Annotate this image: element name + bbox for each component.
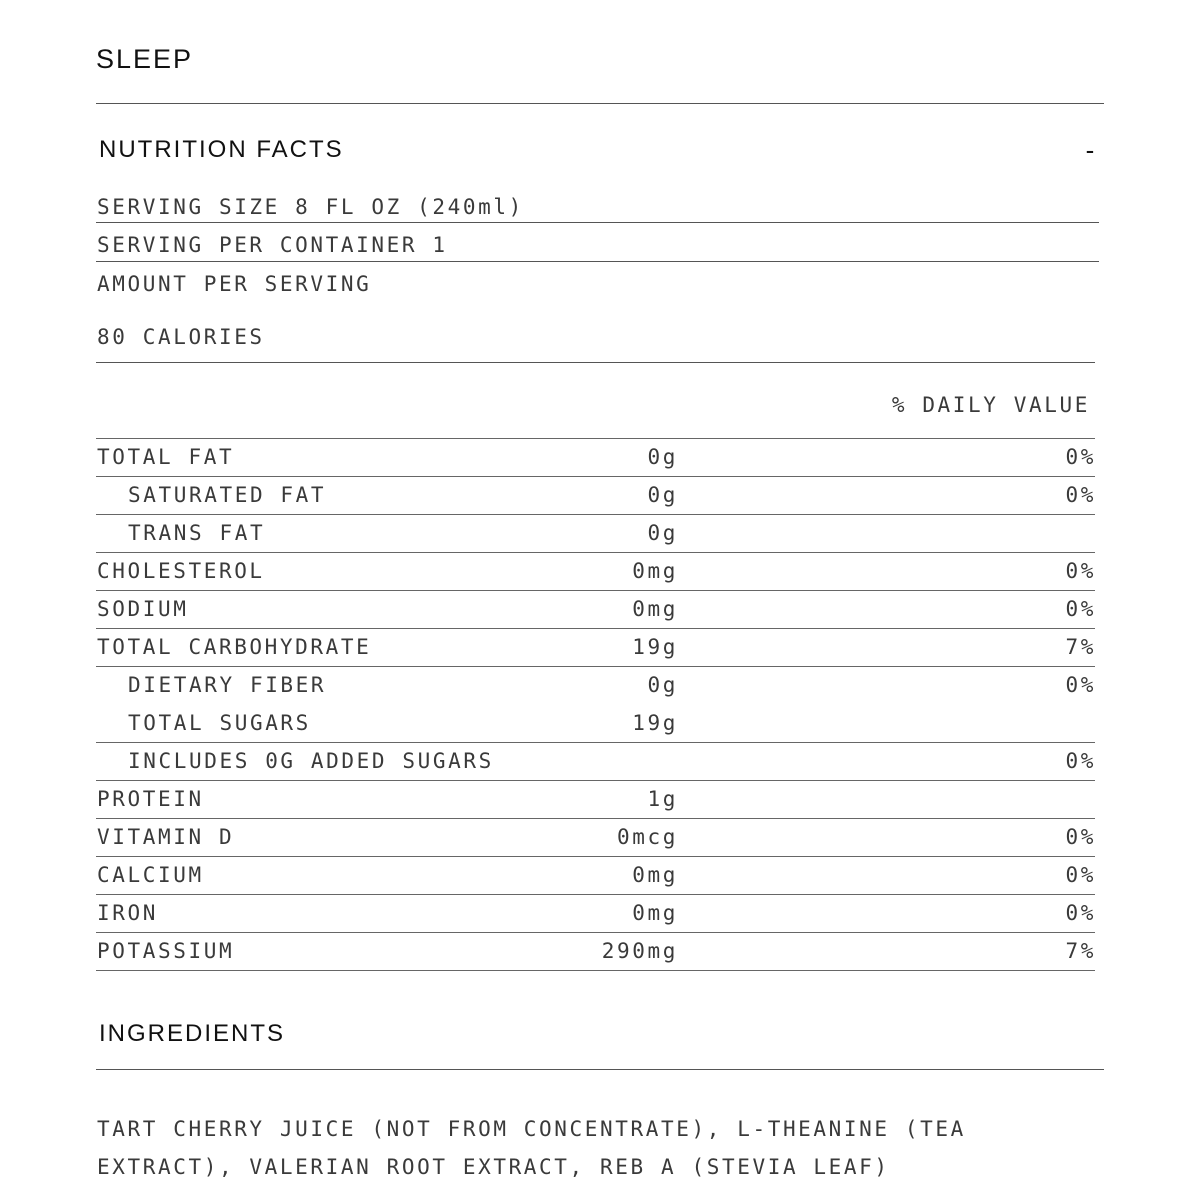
nutrition-facts-heading[interactable]: NUTRITION FACTS (99, 136, 344, 163)
nutrient-row (96, 933, 1095, 971)
nutrient-daily-value: 7% (1065, 939, 1096, 963)
nutrient-row (96, 667, 1095, 705)
nutrient-name: TOTAL CARBOHYDRATE (97, 635, 372, 659)
nutrient-row (96, 819, 1095, 857)
nutrient-name: PROTEIN (97, 787, 204, 811)
nutrient-amount: 0g (647, 483, 678, 507)
nutrient-amount: 19g (632, 711, 678, 735)
amount-per-serving: AMOUNT PER SERVING (97, 272, 372, 296)
nutrient-amount: 0mg (632, 863, 678, 887)
nutrient-name: DIETARY FIBER (128, 673, 327, 697)
nutrient-row (96, 895, 1095, 933)
nutrient-row (96, 781, 1095, 819)
nutrient-amount: 0mg (632, 597, 678, 621)
nutrient-table (96, 438, 1095, 971)
nutrient-daily-value: 0% (1065, 483, 1096, 507)
daily-value-header: % DAILY VALUE (891, 393, 1090, 417)
nutrient-row (96, 629, 1095, 667)
divider (96, 362, 1095, 363)
product-title: SLEEP (96, 44, 194, 74)
collapse-toggle[interactable]: - (1085, 135, 1095, 165)
nutrient-row (96, 477, 1095, 515)
nutrient-name: CHOLESTEROL (97, 559, 265, 583)
nutrient-name: INCLUDES 0G ADDED SUGARS (128, 749, 494, 773)
nutrient-daily-value: 0% (1065, 901, 1096, 925)
nutrient-amount: 1g (647, 787, 678, 811)
nutrient-name: TOTAL FAT (97, 445, 235, 469)
divider (96, 1069, 1104, 1070)
servings-per-container: SERVING PER CONTAINER 1 (97, 233, 448, 257)
nutrient-amount: 19g (632, 635, 678, 659)
nutrient-row (96, 591, 1095, 629)
nutrient-name: SATURATED FAT (128, 483, 327, 507)
nutrient-row (96, 439, 1095, 477)
divider (96, 261, 1099, 262)
nutrient-amount: 0mg (632, 901, 678, 925)
nutrient-amount: 0g (647, 445, 678, 469)
ingredients-heading[interactable]: INGREDIENTS (99, 1020, 286, 1047)
nutrient-row (96, 515, 1095, 553)
serving-size: SERVING SIZE 8 FL OZ (240ml) (97, 195, 524, 219)
nutrient-name: TRANS FAT (128, 521, 266, 545)
nutrient-name: TOTAL SUGARS (128, 711, 311, 735)
nutrient-daily-value: 0% (1065, 673, 1096, 697)
nutrient-name: CALCIUM (97, 863, 204, 887)
nutrient-daily-value: 0% (1065, 863, 1096, 887)
nutrient-daily-value: 0% (1065, 749, 1096, 773)
nutrient-daily-value: 0% (1065, 825, 1096, 849)
nutrient-amount: 0mcg (617, 825, 678, 849)
nutrient-daily-value: 0% (1065, 597, 1096, 621)
divider (96, 222, 1099, 223)
ingredients-text: TART CHERRY JUICE (NOT FROM CONCENTRATE), L-THEANINE (TEA EXTRACT), VALERIAN ROOT EXTRACT, REB A (STEVIA LEAF) (97, 1117, 966, 1179)
nutrient-amount: 290mg (601, 939, 678, 963)
nutrient-daily-value: 7% (1065, 635, 1096, 659)
nutrient-row (96, 743, 1095, 781)
nutrient-name: SODIUM (97, 597, 189, 621)
nutrient-daily-value: 0% (1065, 559, 1096, 583)
nutrient-row (96, 857, 1095, 895)
nutrient-amount: 0mg (632, 559, 678, 583)
nutrient-amount: 0g (647, 673, 678, 697)
calories: 80 CALORIES (97, 325, 265, 349)
nutrient-daily-value: 0% (1065, 445, 1096, 469)
nutrient-row (96, 553, 1095, 591)
nutrient-amount: 0g (647, 521, 678, 545)
divider (96, 103, 1104, 104)
nutrient-name: IRON (97, 901, 158, 925)
nutrient-name: VITAMIN D (97, 825, 235, 849)
nutrient-row (96, 705, 1095, 743)
nutrient-name: POTASSIUM (97, 939, 235, 963)
